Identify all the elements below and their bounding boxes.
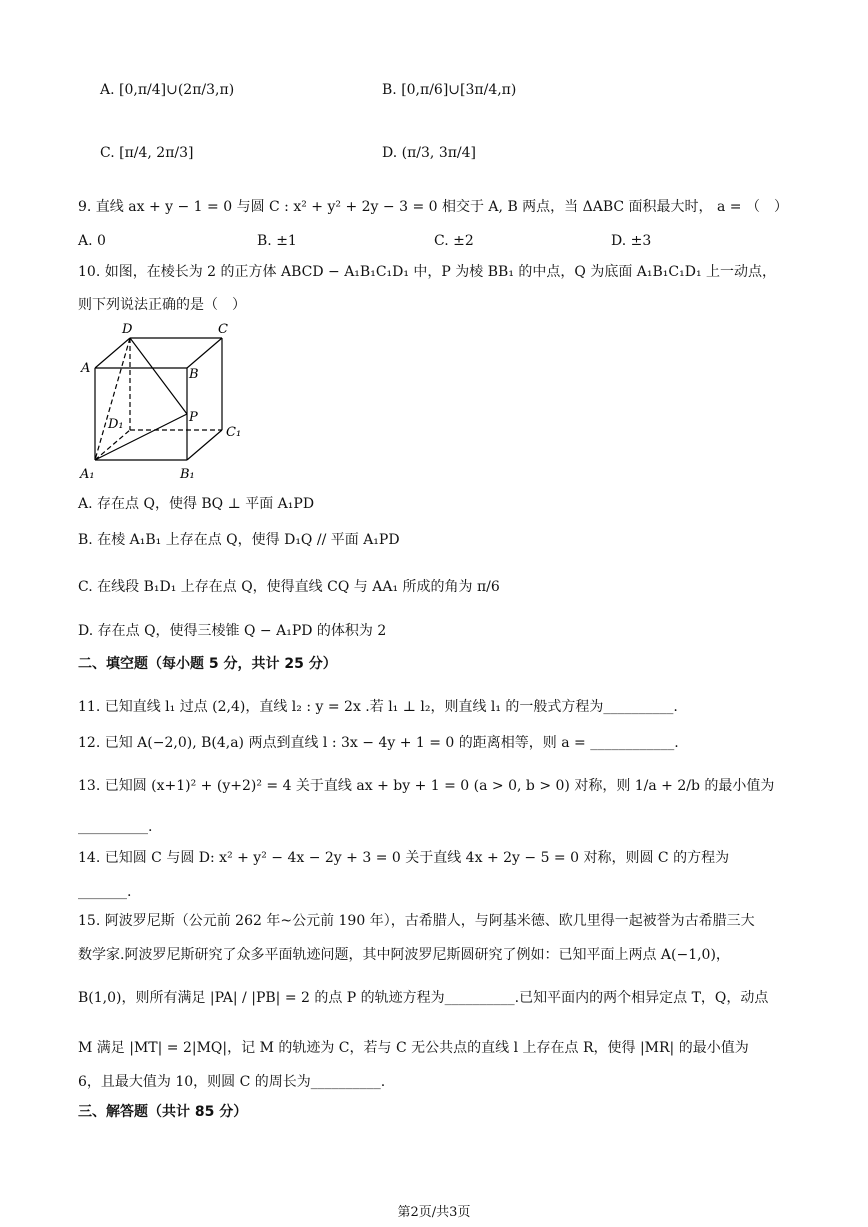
section-2-title: 二、填空题（每小题 5 分，共计 25 分） [78, 656, 337, 672]
label-a: A [81, 361, 91, 376]
q10-option-a: A. 存在点 Q，使得 BQ ⊥ 平面 A₁PD [78, 496, 315, 512]
label-c: C [218, 322, 228, 337]
edge-bc [187, 338, 222, 368]
segment-da1 [95, 338, 130, 460]
q12: 12. 已知 A(−2,0), B(4,a) 两点到直线 l : 3x − 4y + 1 = 0 的距离相等，则 a = ____________. [78, 735, 679, 751]
q10-option-b: B. 在棱 A₁B₁ 上存在点 Q，使得 D₁Q // 平面 A₁PD [78, 532, 400, 548]
q10-option-d: D. 存在点 Q，使得三棱锥 Q − A₁PD 的体积为 2 [78, 623, 387, 639]
q15-line2: 数学家.阿波罗尼斯研究了众多平面轨迹问题，其中阿波罗尼斯圆研究了例如：已知平面上两点 A(−1,0)， [78, 947, 730, 963]
q11: 11. 已知直线 l₁ 过点 (2,4)，直线 l₂ : y = 2x .若 l₁ ⊥ l₂，则直线 l₁ 的一般式方程为__________. [78, 699, 678, 715]
label-d1: D₁ [108, 417, 124, 432]
q9-option-c: C. ±2 [434, 233, 474, 249]
q10-stem-line2: 则下列说法正确的是（ ） [78, 297, 246, 313]
q9-stem: 9. 直线 ax + y − 1 = 0 与圆 C : x² + y² + 2y − 3 = 0 相交于 A, B 两点，当 ΔABC 面积最大时， a = （ ） [78, 199, 788, 215]
q8-option-d: D. (π/3, 3π/4] [382, 145, 477, 161]
label-c1: C₁ [226, 425, 242, 440]
page-number: 第2页/共3页 [397, 1205, 471, 1220]
q15-line5: 6，且最大值为 10，则圆 C 的周长为__________. [78, 1074, 386, 1090]
cube-figure [75, 318, 260, 483]
edge-b1c1 [187, 430, 222, 460]
label-b: B [189, 367, 199, 382]
q13-line1: 13. 已知圆 (x+1)² + (y+2)² = 4 关于直线 ax + by + 1 = 0 (a > 0, b > 0) 对称，则 1/a + 2/b 的最小值为 [78, 778, 775, 794]
q9-option-a: A. 0 [78, 233, 106, 249]
label-a1: A₁ [80, 467, 95, 482]
q14-line2: _______. [78, 884, 132, 900]
q10-stem-line1: 10. 如图，在棱长为 2 的正方体 ABCD − A₁B₁C₁D₁ 中，P 为棱 BB₁ 的中点，Q 为底面 A₁B₁C₁D₁ 上一动点， [78, 264, 777, 280]
label-p: P [189, 410, 198, 425]
q15-line1: 15. 阿波罗尼斯（公元前 262 年~公元前 190 年），古希腊人，与阿基米德、欧几里得一起被誉为古希腊三大 [78, 913, 755, 929]
q10-option-c: C. 在线段 B₁D₁ 上存在点 Q，使得直线 CQ 与 AA₁ 所成的角为 π/6 [78, 579, 500, 595]
edge-ad [95, 338, 130, 368]
label-b1: B₁ [180, 467, 195, 482]
section-3-title: 三、解答题（共计 85 分） [78, 1104, 248, 1120]
label-d: D [122, 322, 133, 337]
q13-line2: __________. [78, 819, 153, 835]
q15-line4: M 满足 |MT| = 2|MQ|，记 M 的轨迹为 C，若与 C 无公共点的直线 l 上存在点 R，使得 |MR| 的最小值为 [78, 1040, 749, 1056]
q8-option-b: B. [0,π/6]∪[3π/4,π) [382, 82, 517, 98]
q9-option-b: B. ±1 [257, 233, 297, 249]
q9-option-d: D. ±3 [611, 233, 652, 249]
q15-line3: B(1,0)，则所有满足 |PA| / |PB| = 2 的点 P 的轨迹方程为__________.已知平面内的两个相异定点 T，Q，动点 [78, 990, 769, 1006]
q8-option-a: A. [0,π/4]∪(2π/3,π) [100, 82, 235, 98]
segment-dp [130, 338, 187, 414]
q8-option-c: C. [π/4, 2π/3] [100, 145, 194, 161]
q14-line1: 14. 已知圆 C 与圆 D: x² + y² − 4x − 2y + 3 = 0 关于直线 4x + 2y − 5 = 0 对称，则圆 C 的方程为 [78, 850, 730, 866]
